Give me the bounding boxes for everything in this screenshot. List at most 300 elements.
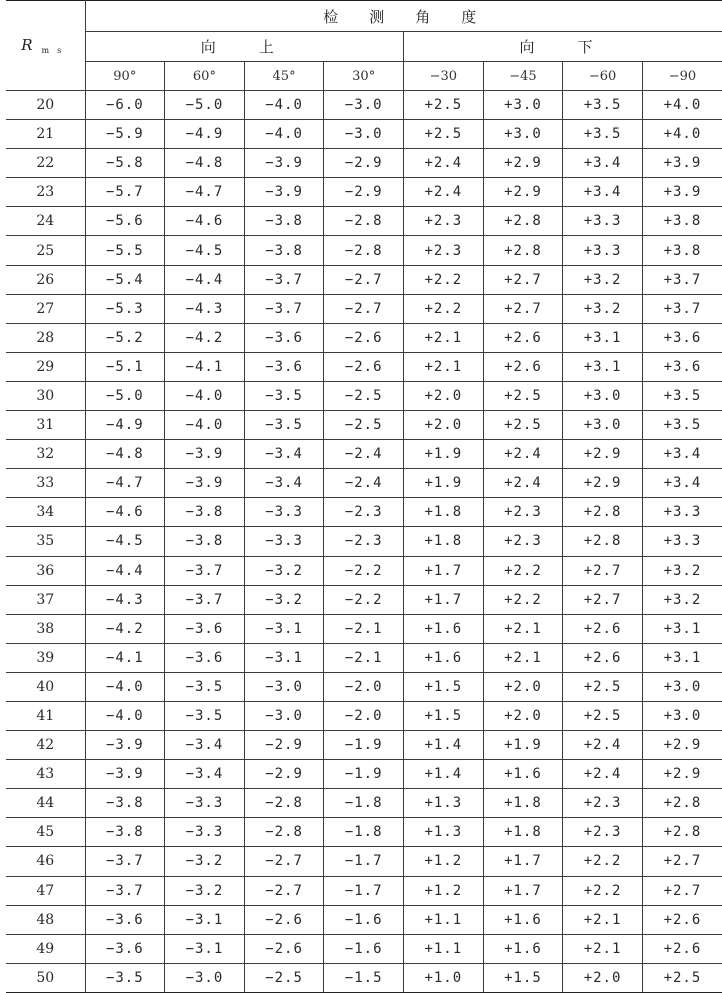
table-row [6,672,722,701]
correction-value-cell: +2.7 [483,265,563,294]
angle-header-cell: 45° [244,62,324,91]
correction-value-cell: −4.0 [165,381,245,410]
correction-value-cell: −2.5 [324,381,404,410]
angle-header-cell: 90° [85,62,165,91]
rebound-value-cell: 28 [6,323,85,352]
correction-value-cell: −3.9 [165,469,245,498]
correction-value-cell: +2.0 [483,701,563,730]
correction-value-cell: +2.4 [404,149,484,178]
correction-value-cell: +1.7 [404,585,484,614]
correction-value-cell: +2.2 [404,294,484,323]
correction-value-cell: +3.5 [563,120,643,149]
correction-value-cell: −3.6 [165,614,245,643]
rebound-value-cell: 42 [6,731,85,760]
correction-value-cell: +2.4 [404,178,484,207]
correction-value-cell: +2.9 [642,731,722,760]
correction-value-cell: −1.7 [324,847,404,876]
correction-value-cell: +3.8 [642,236,722,265]
rebound-value-cell: 33 [6,469,85,498]
correction-value-cell: +1.6 [404,614,484,643]
correction-value-cell: +2.8 [563,527,643,556]
correction-value-cell: +3.0 [642,701,722,730]
correction-value-cell: +2.5 [404,120,484,149]
correction-value-cell: −1.8 [324,818,404,847]
rebound-value-cell: 27 [6,294,85,323]
correction-value-cell: −3.4 [165,760,245,789]
rebound-value-cell: 34 [6,498,85,527]
correction-value-cell: +3.4 [642,469,722,498]
correction-value-cell: +2.4 [483,440,563,469]
correction-value-cell: −1.7 [324,876,404,905]
table-row [6,498,722,527]
correction-value-cell: +2.4 [563,731,643,760]
correction-value-cell: +2.3 [563,789,643,818]
correction-value-cell: −5.8 [85,149,165,178]
table-row [6,265,722,294]
correction-value-cell: +3.3 [642,498,722,527]
correction-value-cell: +2.9 [483,149,563,178]
rebound-value-cell: 46 [6,847,85,876]
rebound-value-subscript: ms [42,46,70,55]
correction-value-cell: +3.0 [563,381,643,410]
correction-value-cell: +2.5 [483,411,563,440]
correction-value-cell: +1.2 [404,847,484,876]
correction-value-cell: +3.3 [563,236,643,265]
correction-value-cell: +3.2 [642,556,722,585]
table-row [6,643,722,672]
correction-value-cell: −2.0 [324,701,404,730]
correction-value-cell: +3.4 [642,440,722,469]
correction-value-cell: −5.4 [85,265,165,294]
correction-value-cell: −2.2 [324,556,404,585]
correction-value-cell: −3.0 [324,91,404,120]
correction-value-cell: +1.7 [483,876,563,905]
table-row [6,294,722,323]
correction-value-cell: −3.8 [85,818,165,847]
correction-value-cell: +2.9 [642,760,722,789]
rebound-value-cell: 30 [6,381,85,410]
correction-value-cell: −3.1 [165,905,245,934]
correction-value-cell: +1.3 [404,789,484,818]
correction-value-cell: −2.6 [244,934,324,963]
correction-value-cell: +1.5 [404,672,484,701]
angle-header-cell: −60 [563,62,643,91]
correction-value-cell: −3.2 [244,585,324,614]
correction-value-cell: −2.4 [324,469,404,498]
correction-value-cell: −1.6 [324,934,404,963]
correction-value-cell: −3.2 [165,876,245,905]
correction-value-cell: −3.4 [165,731,245,760]
correction-value-cell: −4.6 [165,207,245,236]
correction-value-cell: +2.9 [563,469,643,498]
correction-value-cell: +3.4 [563,178,643,207]
correction-value-cell: −4.7 [85,469,165,498]
correction-value-cell: +1.5 [483,963,563,992]
correction-value-cell: +3.5 [563,91,643,120]
table-row [6,381,722,410]
correction-value-cell: +3.1 [563,352,643,381]
table-row [6,963,722,992]
correction-value-cell: +3.2 [563,265,643,294]
correction-value-cell: −4.0 [244,120,324,149]
correction-value-cell: +3.7 [642,265,722,294]
correction-value-cell: −5.0 [165,91,245,120]
correction-value-cell: −2.8 [244,789,324,818]
correction-value-cell: +1.6 [483,760,563,789]
correction-value-cell: −3.5 [244,411,324,440]
table-header [6,1,722,91]
correction-value-cell: −6.0 [85,91,165,120]
correction-value-cell: +3.0 [483,91,563,120]
correction-value-cell: −2.6 [324,352,404,381]
correction-value-cell: −3.8 [244,207,324,236]
correction-value-cell: −3.1 [244,614,324,643]
table-row [6,469,722,498]
table-row [6,585,722,614]
correction-table-container [6,0,722,993]
correction-value-cell: −4.1 [85,643,165,672]
correction-value-cell: −4.7 [165,178,245,207]
correction-value-cell: −2.2 [324,585,404,614]
correction-value-cell: −2.9 [324,149,404,178]
correction-value-cell: +1.8 [483,789,563,818]
correction-value-cell: +3.0 [483,120,563,149]
correction-value-cell: −4.8 [85,440,165,469]
correction-value-cell: +2.2 [483,556,563,585]
correction-value-cell: −4.2 [165,323,245,352]
correction-value-cell: −2.9 [324,178,404,207]
detection-angle-header: 检 测 角 度 [85,1,722,32]
correction-value-cell: −1.9 [324,760,404,789]
correction-value-cell: +2.5 [404,91,484,120]
correction-value-cell: −4.5 [85,527,165,556]
correction-value-cell: −2.7 [324,294,404,323]
correction-value-cell: +2.3 [563,818,643,847]
correction-value-cell: −3.5 [85,963,165,992]
correction-value-cell: −2.1 [324,643,404,672]
angle-correction-table [6,0,722,993]
correction-value-cell: +2.0 [404,411,484,440]
correction-value-cell: +3.5 [642,381,722,410]
table-row [6,701,722,730]
correction-value-cell: +2.6 [483,352,563,381]
correction-value-cell: −2.7 [244,876,324,905]
correction-value-cell: −3.0 [244,701,324,730]
table-row [6,120,722,149]
correction-value-cell: +2.9 [563,440,643,469]
correction-value-cell: −3.8 [244,236,324,265]
correction-value-cell: +3.1 [642,614,722,643]
correction-value-cell: −3.1 [165,934,245,963]
correction-value-cell: −4.3 [165,294,245,323]
correction-value-cell: +2.3 [483,527,563,556]
correction-value-cell: −3.5 [244,381,324,410]
correction-value-cell: +2.8 [642,818,722,847]
correction-value-cell: −1.6 [324,905,404,934]
correction-value-cell: −4.0 [244,91,324,120]
correction-value-cell: −2.4 [324,440,404,469]
table-row [6,847,722,876]
rebound-value-cell: 31 [6,411,85,440]
correction-value-cell: −4.8 [165,149,245,178]
correction-value-cell: +3.0 [642,672,722,701]
correction-value-cell: −2.7 [244,847,324,876]
correction-value-cell: +3.3 [642,527,722,556]
correction-value-cell: +2.7 [642,876,722,905]
correction-value-cell: +3.6 [642,323,722,352]
correction-value-cell: −3.1 [244,643,324,672]
correction-value-cell: −2.7 [324,265,404,294]
rebound-value-cell: 37 [6,585,85,614]
correction-value-cell: +1.1 [404,905,484,934]
rebound-value-cell: 21 [6,120,85,149]
rebound-value-cell: 43 [6,760,85,789]
correction-value-cell: +1.0 [404,963,484,992]
correction-value-cell: +2.0 [404,381,484,410]
rebound-value-symbol: R [21,36,40,54]
correction-value-cell: +2.1 [404,352,484,381]
correction-value-cell: +3.5 [642,411,722,440]
correction-value-cell: −2.8 [324,207,404,236]
correction-value-cell: +2.5 [483,381,563,410]
correction-value-cell: −4.2 [85,614,165,643]
correction-value-cell: −5.0 [85,381,165,410]
table-row [6,411,722,440]
correction-value-cell: +2.8 [483,236,563,265]
correction-value-cell: −3.8 [85,789,165,818]
rebound-value-cell: 39 [6,643,85,672]
table-row [6,818,722,847]
correction-value-cell: +3.1 [642,643,722,672]
correction-value-cell: −2.8 [244,818,324,847]
correction-value-cell: +2.6 [563,643,643,672]
correction-value-cell: +2.5 [563,701,643,730]
correction-value-cell: −5.7 [85,178,165,207]
rebound-value-cell: 44 [6,789,85,818]
correction-value-cell: −2.9 [244,760,324,789]
correction-value-cell: −3.3 [165,818,245,847]
correction-value-cell: +1.6 [483,934,563,963]
table-row [6,905,722,934]
table-row [6,178,722,207]
correction-value-cell: +2.9 [483,178,563,207]
correction-value-cell: +1.6 [483,905,563,934]
correction-value-cell: +2.5 [642,963,722,992]
correction-value-cell: +3.3 [563,207,643,236]
angle-header-cell: −45 [483,62,563,91]
rebound-value-cell: 26 [6,265,85,294]
angle-header-cell: −90 [642,62,722,91]
correction-value-cell: +1.9 [483,731,563,760]
correction-value-cell: +2.1 [563,905,643,934]
correction-value-cell: −3.9 [244,178,324,207]
angle-header-cell: −30 [404,62,484,91]
correction-value-cell: −3.2 [244,556,324,585]
rebound-value-cell: 48 [6,905,85,934]
correction-value-cell: +1.8 [483,818,563,847]
correction-value-cell: +2.4 [483,469,563,498]
correction-value-cell: +3.2 [563,294,643,323]
table-row [6,556,722,585]
angle-header-cell: 60° [165,62,245,91]
correction-value-cell: +2.1 [563,934,643,963]
correction-value-cell: −4.4 [85,556,165,585]
correction-value-cell: +1.7 [404,556,484,585]
correction-value-cell: +2.8 [642,789,722,818]
correction-value-cell: −4.9 [85,411,165,440]
correction-value-cell: −3.9 [165,440,245,469]
correction-value-cell: +1.8 [404,498,484,527]
table-row [6,934,722,963]
correction-value-cell: −2.9 [244,731,324,760]
correction-value-cell: +1.6 [404,643,484,672]
correction-value-cell: +1.4 [404,760,484,789]
correction-value-cell: −3.3 [244,498,324,527]
correction-value-cell: −5.2 [85,323,165,352]
correction-value-cell: +1.9 [404,440,484,469]
correction-value-cell: −3.7 [244,294,324,323]
correction-value-cell: −2.1 [324,614,404,643]
table-body [6,91,722,993]
table-row [6,789,722,818]
table-row [6,440,722,469]
correction-value-cell: −2.5 [244,963,324,992]
correction-value-cell: −3.6 [85,934,165,963]
correction-value-cell: −2.5 [324,411,404,440]
correction-value-cell: +2.6 [483,323,563,352]
rebound-value-cell: 35 [6,527,85,556]
table-row [6,236,722,265]
correction-value-cell: −5.9 [85,120,165,149]
rebound-value-cell: 36 [6,556,85,585]
rebound-value-cell: 22 [6,149,85,178]
correction-value-cell: −3.6 [85,905,165,934]
correction-value-cell: −4.0 [165,411,245,440]
correction-value-cell: +3.9 [642,178,722,207]
angle-header-cell: 30° [324,62,404,91]
correction-value-cell: +3.4 [563,149,643,178]
correction-value-cell: +2.0 [563,963,643,992]
correction-value-cell: −3.7 [165,585,245,614]
correction-value-cell: −4.5 [165,236,245,265]
correction-value-cell: −3.5 [165,701,245,730]
correction-value-cell: −3.6 [244,323,324,352]
correction-value-cell: −1.9 [324,731,404,760]
correction-value-cell: −3.3 [244,527,324,556]
correction-value-cell: −2.6 [244,905,324,934]
correction-value-cell: −5.5 [85,236,165,265]
correction-value-cell: −3.9 [85,731,165,760]
correction-value-cell: +2.2 [483,585,563,614]
correction-value-cell: −3.3 [165,789,245,818]
correction-value-cell: +2.6 [642,934,722,963]
correction-value-cell: −4.0 [85,672,165,701]
correction-value-cell: −3.7 [85,876,165,905]
rebound-value-header [6,1,85,91]
correction-value-cell: +2.6 [642,905,722,934]
rebound-value-cell: 32 [6,440,85,469]
correction-value-cell: +2.4 [563,760,643,789]
correction-value-cell: −3.4 [244,469,324,498]
correction-value-cell: −2.6 [324,323,404,352]
correction-value-cell: −3.9 [244,149,324,178]
correction-value-cell: +1.9 [404,469,484,498]
correction-value-cell: −3.7 [85,847,165,876]
table-row [6,207,722,236]
correction-value-cell: +2.3 [404,236,484,265]
correction-value-cell: +2.5 [563,672,643,701]
correction-value-cell: +2.0 [483,672,563,701]
correction-value-cell: +2.2 [563,876,643,905]
correction-value-cell: +1.8 [404,527,484,556]
correction-value-cell: +2.7 [563,585,643,614]
correction-value-cell: −3.6 [244,352,324,381]
correction-value-cell: +2.3 [483,498,563,527]
table-row [6,731,722,760]
correction-value-cell: −3.6 [165,643,245,672]
rebound-value-cell: 24 [6,207,85,236]
correction-value-cell: +2.1 [404,323,484,352]
correction-value-cell: +2.7 [563,556,643,585]
rebound-value-cell: 49 [6,934,85,963]
upward-group-header: 向 上 [85,32,404,62]
rebound-value-cell: 29 [6,352,85,381]
table-row [6,149,722,178]
correction-value-cell: +3.8 [642,207,722,236]
table-row [6,352,722,381]
correction-value-cell: +4.0 [642,120,722,149]
correction-value-cell: +1.1 [404,934,484,963]
correction-value-cell: +2.3 [404,207,484,236]
correction-value-cell: −4.1 [165,352,245,381]
correction-value-cell: +2.2 [404,265,484,294]
rebound-value-cell: 25 [6,236,85,265]
correction-value-cell: +2.8 [563,498,643,527]
correction-value-cell: +2.7 [642,847,722,876]
correction-value-cell: −3.9 [85,760,165,789]
correction-value-cell: −3.7 [244,265,324,294]
correction-value-cell: −2.3 [324,527,404,556]
correction-value-cell: −4.9 [165,120,245,149]
table-row [6,760,722,789]
correction-value-cell: +3.1 [563,323,643,352]
correction-value-cell: −4.0 [85,701,165,730]
downward-group-header: 向 下 [404,32,722,62]
correction-value-cell: +2.1 [483,643,563,672]
correction-value-cell: +3.7 [642,294,722,323]
correction-value-cell: −5.6 [85,207,165,236]
table-row [6,876,722,905]
rebound-value-cell: 41 [6,701,85,730]
correction-value-cell: −3.4 [244,440,324,469]
table-row [6,527,722,556]
correction-value-cell: −1.8 [324,789,404,818]
rebound-value-cell: 47 [6,876,85,905]
correction-value-cell: +1.2 [404,876,484,905]
correction-value-cell: −5.1 [85,352,165,381]
correction-value-cell: −3.0 [324,120,404,149]
correction-value-cell: −4.4 [165,265,245,294]
correction-value-cell: +3.6 [642,352,722,381]
correction-value-cell: +2.1 [483,614,563,643]
correction-value-cell: −3.5 [165,672,245,701]
correction-value-cell: −4.3 [85,585,165,614]
correction-value-cell: +2.8 [483,207,563,236]
correction-value-cell: +1.7 [483,847,563,876]
correction-value-cell: −5.3 [85,294,165,323]
correction-value-cell: +1.3 [404,818,484,847]
correction-value-cell: −2.0 [324,672,404,701]
